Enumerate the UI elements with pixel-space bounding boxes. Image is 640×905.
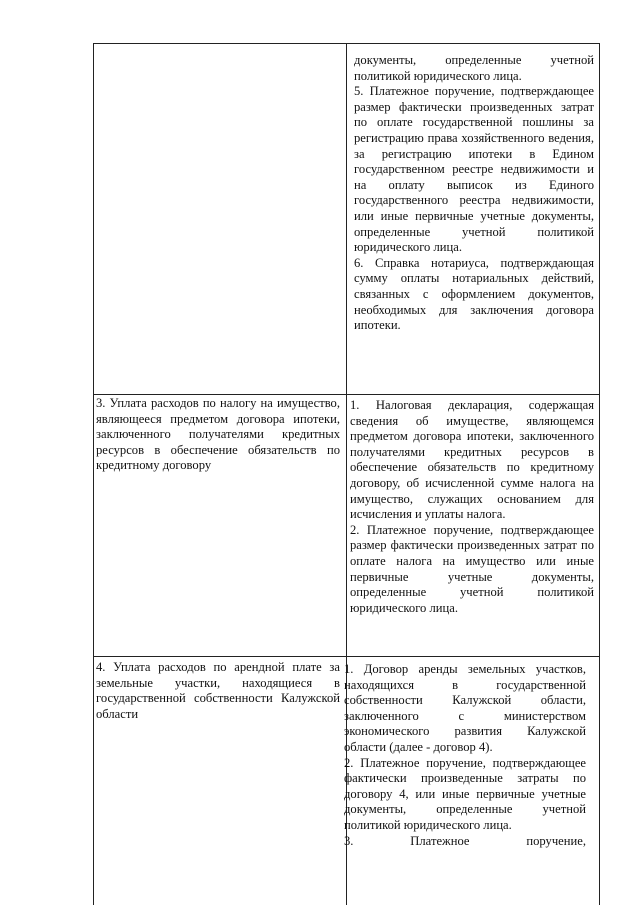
row1-documents-cell — [354, 53, 594, 334]
table-border-right — [599, 43, 600, 905]
row3-doc-3: 3. Платежное поручение, — [344, 833, 586, 848]
row3-left-cell — [96, 660, 340, 722]
row3-documents-cell — [344, 662, 586, 849]
row3-doc-1: 1. Договор аренды земельных участков, находящихся в государственной собственности Калужской области, заключенного с министерством экономического развития Калужской области (далее - договор 4). — [344, 662, 586, 754]
row2-left-cell — [96, 396, 340, 474]
row-divider-2 — [93, 656, 600, 657]
row1-doc-6: 6. Справка нотариуса, подтверждающая сумму оплаты нотариальных действий, связанных с оформлением документов, необходимых для заключения договора ипотеки. — [354, 255, 594, 333]
row2-documents-cell — [350, 398, 594, 616]
table-border-left — [93, 43, 94, 905]
row2-doc-2: 2. Платежное поручение, подтверждающее размер фактически произведенных затрат по оплате налога на имущество или иные первичные учетные документы, определенные учетной политикой юридического лица. — [350, 522, 594, 615]
row2-item-name: 3. Уплата расходов по налогу на имущество, являющееся предметом договора ипотеки, заключенного получателями кредитных ресурсов в обеспечение обязательств по кредитному договору — [96, 396, 340, 473]
row3-item-name: 4. Уплата расходов по арендной плате за земельные участки, находящиеся в государственной собственности Калужской области — [96, 660, 340, 721]
row3-doc-2: 2. Платежное поручение, подтверждающее фактически произведенные затраты по договору 4, или иные первичные учетные документы, определенные учетной политикой юридического лица. — [344, 755, 586, 832]
row1-doc-5: 5. Платежное поручение, подтверждающее размер фактически произведенных затрат по оплате государственной пошлины за регистрацию права хозяйственного ведения, за регистрацию ипотеки в Едином государственном реестре недвижимости и на оплату выписок из Единого государственного реестра недвижимости, или иные первичные учетные документы, определенные учетной политикой юридического лица. — [354, 84, 594, 255]
row1-doc-fragment: документы, определенные учетной политикой юридического лица. — [354, 53, 594, 83]
row-divider-1 — [93, 394, 600, 395]
row2-doc-1: 1. Налоговая декларация, содержащая сведения об имуществе, являющемся предметом договора ипотеки, заключенного получателями кредитных ресурсов в обеспечение обязательств по кредитному договору, об исчисленной сумме налога на имущество, служащих основанием для исчисления и уплаты налога. — [350, 398, 594, 522]
